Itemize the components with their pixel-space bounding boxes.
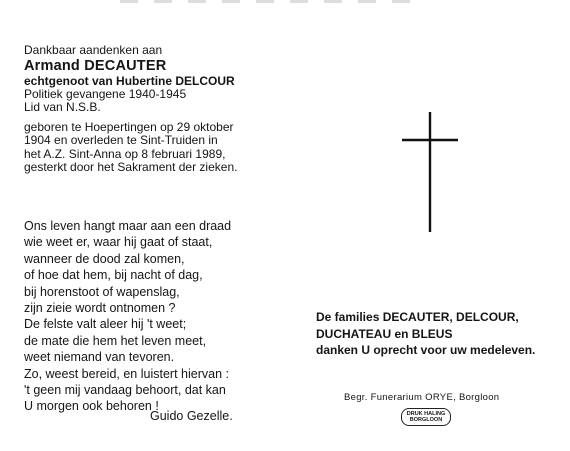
latin-cross-icon <box>400 112 460 232</box>
obituary-header <box>24 44 284 175</box>
bio-line: het A.Z. Sint-Anna op 8 februari 1989, <box>24 146 226 161</box>
poem-line: wanneer de dood zal komen, <box>24 251 185 266</box>
spouse-last-name: DELCOUR <box>175 73 235 88</box>
intro-text: Dankbaar aandenken aan <box>24 43 163 57</box>
detail-membership: Lid van N.S.B. <box>24 100 101 114</box>
poem-author: Guido Gezelle. <box>150 409 233 423</box>
stamp-line: BORGLOON <box>409 417 443 423</box>
spouse-prefix: echtgenoot van <box>24 73 113 88</box>
poem-line: 't geen mij vandaag behoort, dat kan <box>24 383 226 398</box>
thanks-line: DUCHATEAU en BLEUS <box>316 326 453 341</box>
poem-line: of hoe dat hem, bij nacht of dag, <box>24 268 203 283</box>
poem <box>24 218 274 415</box>
bio-line: gesterkt door het Sakrament der zieken. <box>24 160 238 174</box>
stamp-line: DRUK HALING <box>406 411 446 417</box>
top-edge-mark <box>120 0 420 3</box>
thanks-line: De families DECAUTER, DELCOUR, <box>316 310 519 324</box>
poem-line: weet niemand van tevoren. <box>24 350 175 365</box>
deceased-first-name: Armand <box>24 57 80 74</box>
spouse-first-name: Hubertine <box>116 73 173 88</box>
family-thanks <box>316 309 556 359</box>
bio-line: geboren te Hoepertingen op 29 oktober <box>24 119 234 134</box>
detail-political-prisoner: Politiek gevangene 1940-1945 <box>24 86 187 101</box>
poem-line: zijn zieie wordt ontnomen ? <box>24 301 176 316</box>
poem-line: De felste valt aleer hij 't weet; <box>24 317 187 332</box>
poem-line: bij horenstoot of wapenslag, <box>24 284 180 299</box>
poem-line: Zo, weest bereid, en luistert hiervan : <box>24 366 229 381</box>
deceased-last-name: DECAUTER <box>84 57 167 74</box>
poem-line: wie weet er, waar hij gaat of staat, <box>24 235 213 250</box>
poem-line: Ons leven hangt maar aan een draad <box>24 219 232 233</box>
bio-line: 1904 en overleden te Sint-Truiden in <box>24 133 218 147</box>
poem-line: de mate die hem het leven meet, <box>24 333 207 348</box>
deceased-name <box>24 58 284 74</box>
spouse-line <box>24 74 284 88</box>
thanks-line: danken U oprecht voor uw medeleven. <box>316 343 536 357</box>
funeral-home: Begr. Funerarium ORYE, Borgloon <box>344 392 500 403</box>
poem-line: U morgen ook behoren ! <box>24 399 159 414</box>
printer-stamp <box>401 408 451 426</box>
